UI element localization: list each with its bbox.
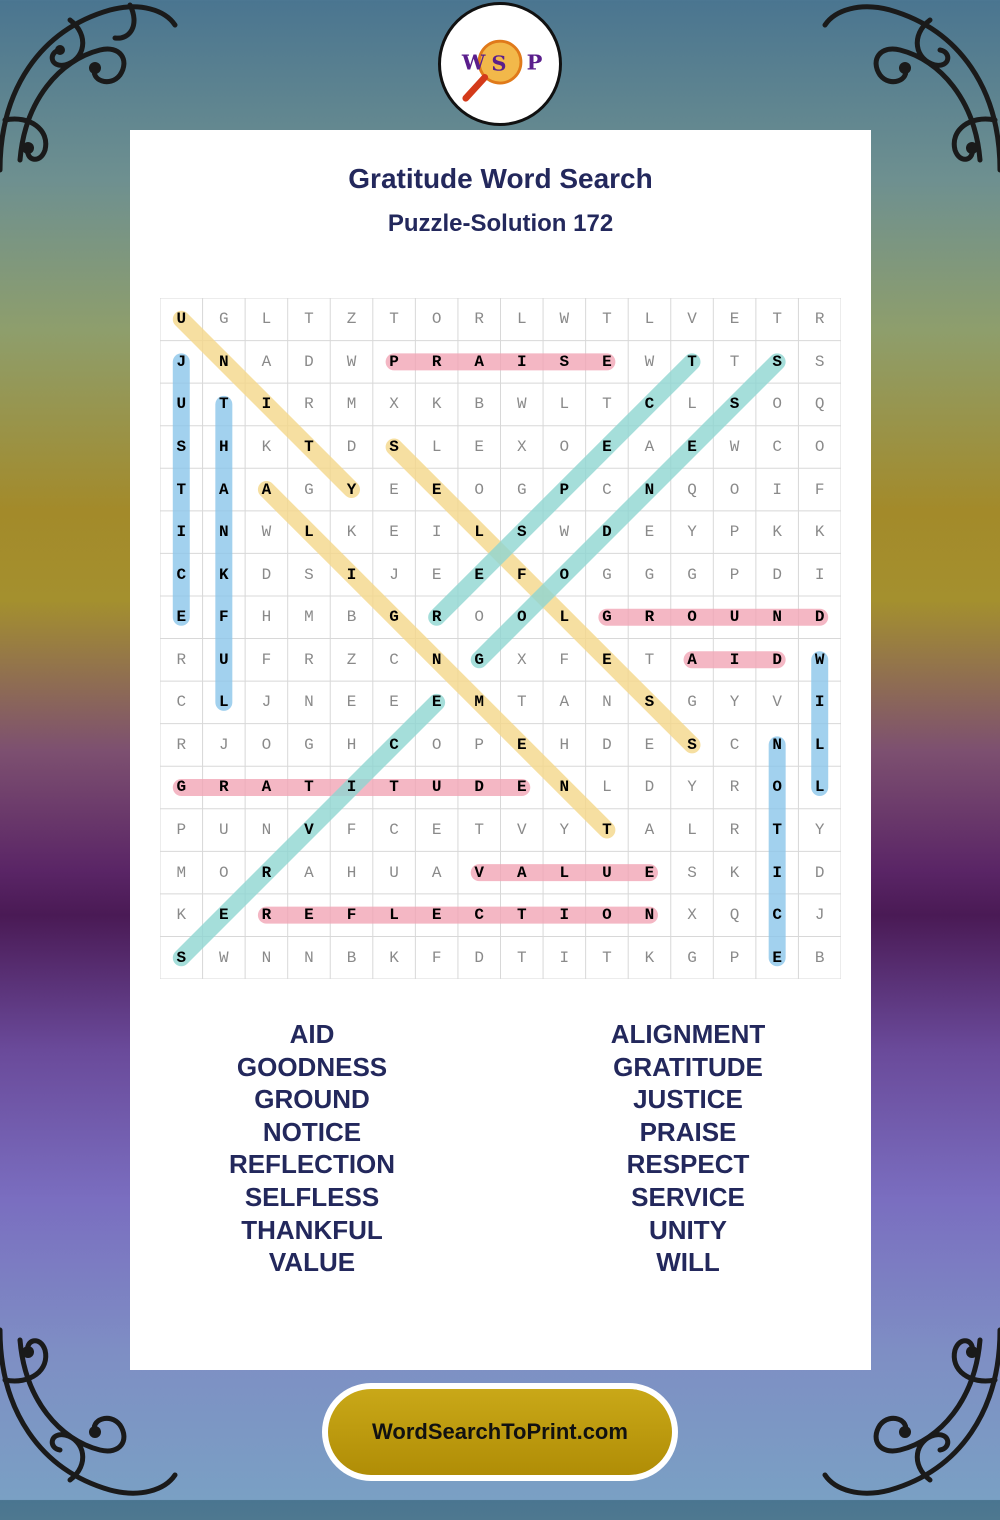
grid-cell: E	[516, 735, 527, 754]
grid-cell: P	[389, 352, 399, 371]
grid-cell: U	[219, 821, 229, 840]
grid-cell: D	[814, 608, 825, 627]
grid-cell: C	[729, 735, 740, 754]
grid-cell: D	[814, 863, 825, 882]
grid-cell: L	[602, 778, 612, 797]
grid-cell: W	[644, 352, 655, 371]
grid-cell: O	[431, 310, 442, 329]
grid-cell: C	[176, 565, 187, 584]
grid-cell: M	[346, 395, 357, 414]
grid-cell: D	[261, 565, 272, 584]
grid-cell: C	[644, 395, 655, 414]
grid-cell: S	[176, 948, 187, 967]
grid-cell: D	[474, 778, 485, 797]
grid-cell: I	[176, 523, 187, 542]
grid-cell: E	[431, 480, 442, 499]
grid-cell: S	[687, 863, 697, 882]
grid-cell: F	[516, 565, 527, 584]
word-list-right-column	[538, 1018, 838, 1279]
grid-cell: W	[814, 650, 825, 669]
word-list-item: AID	[289, 1019, 335, 1049]
grid-cell: M	[474, 693, 485, 712]
grid-cell: E	[474, 437, 485, 456]
grid-cell: N	[644, 480, 655, 499]
grid-cell: D	[772, 650, 782, 669]
grid-cell: L	[559, 608, 570, 627]
grid-cell: F	[261, 650, 272, 669]
grid-cell: E	[176, 608, 187, 627]
grid-cell: E	[431, 906, 442, 925]
grid-cell: A	[474, 352, 485, 371]
grid-cell: T	[176, 480, 187, 499]
grid-cell: K	[431, 395, 442, 414]
grid-cell: T	[389, 778, 399, 797]
grid-cell: L	[516, 310, 527, 329]
grid-cell: E	[431, 821, 442, 840]
grid-cell: E	[644, 863, 655, 882]
grid-cell: Y	[814, 821, 825, 840]
grid-cell: G	[304, 480, 314, 499]
word-list-item: JUSTICE	[633, 1084, 743, 1115]
grid-cell: A	[304, 863, 314, 882]
grid-cell: L	[814, 778, 825, 797]
grid-cell: P	[176, 821, 187, 840]
grid-cell: E	[389, 693, 399, 712]
grid-cell: S	[687, 735, 697, 754]
grid-cell: G	[219, 310, 229, 329]
grid-cell: O	[772, 395, 782, 414]
grid-cell: C	[176, 693, 187, 712]
grid-cell: K	[814, 523, 825, 542]
grid-cell: S	[644, 693, 655, 712]
grid-cell: E	[772, 948, 782, 967]
grid-cell: J	[261, 693, 272, 712]
grid-cell: L	[304, 523, 314, 542]
grid-cell: A	[687, 650, 697, 669]
grid-cell: H	[219, 437, 229, 456]
grid-cell: O	[814, 437, 825, 456]
grid-cell: E	[474, 565, 485, 584]
grid-cell: R	[176, 735, 187, 754]
grid-cell: S	[772, 352, 782, 371]
word-search-grid	[160, 298, 841, 979]
puzzle-card	[130, 130, 871, 1370]
page-title: Gratitude Word Search	[348, 163, 653, 194]
grid-cell: K	[261, 437, 272, 456]
word-list-item: SELFLESS	[244, 1181, 380, 1212]
grid-cell: O	[772, 778, 782, 797]
grid-cell: O	[559, 565, 570, 584]
grid-cell: L	[644, 310, 655, 329]
grid-cell: F	[219, 608, 229, 627]
grid-cell: W	[729, 437, 740, 456]
logo-letter-s: S	[491, 50, 507, 76]
word-list-left-column	[162, 1018, 462, 1279]
grid-cell: N	[261, 821, 272, 840]
word-list-item: PRAISE	[639, 1116, 737, 1147]
grid-cell: W	[346, 352, 357, 371]
grid-cell: K	[729, 863, 740, 882]
word-list-item: GOODNESS	[236, 1051, 388, 1082]
grid-cell: F	[559, 650, 570, 669]
grid-cell: S	[559, 352, 570, 371]
grid-cell: I	[261, 395, 272, 414]
grid-cell: T	[474, 821, 485, 840]
grid-cell: T	[516, 693, 527, 712]
grid-cell: E	[219, 906, 229, 925]
grid-cell: K	[644, 948, 655, 967]
word-list-item: GRATITUDE	[613, 1051, 763, 1082]
grid-cell: G	[176, 778, 187, 797]
grid-cell: E	[644, 523, 655, 542]
grid-cell: X	[516, 650, 527, 669]
word-list-item: REFLECTION	[228, 1149, 396, 1180]
grid-cell: J	[389, 565, 399, 584]
grid-cell: Y	[729, 693, 740, 712]
grid-cell: S	[729, 395, 740, 414]
grid-cell: N	[772, 608, 782, 627]
grid-cell: B	[814, 948, 825, 967]
word-list-item: GROUND	[254, 1084, 370, 1115]
grid-cell: E	[346, 693, 357, 712]
grid-cell: R	[219, 778, 229, 797]
grid-cell: T	[304, 310, 314, 329]
grid-cell: Z	[346, 310, 357, 329]
grid-cell: L	[219, 693, 229, 712]
grid-cell: S	[516, 523, 527, 542]
grid-cell: T	[772, 821, 782, 840]
grid-cell: G	[687, 948, 697, 967]
grid-cell: L	[687, 395, 697, 414]
grid-cell: I	[431, 523, 442, 542]
word-list-item: VALUE	[268, 1247, 356, 1278]
grid-cell: R	[431, 608, 442, 627]
grid-cell: R	[261, 863, 272, 882]
grid-cell: H	[346, 863, 357, 882]
grid-cell: G	[304, 735, 314, 754]
grid-cell: G	[644, 565, 655, 584]
grid-cell: P	[729, 948, 740, 967]
grid-cell: M	[304, 608, 314, 627]
grid-cell: T	[644, 650, 655, 669]
grid-cell: O	[687, 608, 697, 627]
grid-cell: T	[304, 437, 314, 456]
grid-cell: G	[516, 480, 527, 499]
grid-cell: N	[772, 735, 782, 754]
grid-cell: C	[772, 906, 782, 925]
grid-cell: C	[772, 437, 782, 456]
grid-cell: N	[431, 650, 442, 669]
grid-cell: N	[219, 352, 229, 371]
grid-cell: R	[729, 778, 740, 797]
grid-cell: K	[389, 948, 399, 967]
grid-cell: R	[729, 821, 740, 840]
grid-cell: T	[602, 310, 612, 329]
grid-cell: S	[304, 565, 314, 584]
grid-cell: A	[431, 863, 442, 882]
grid-cell: D	[644, 778, 655, 797]
grid-cell: B	[346, 948, 357, 967]
grid-cell: I	[772, 863, 782, 882]
grid-cell: Y	[687, 523, 697, 542]
grid-cell: E	[389, 523, 399, 542]
logo-letter-w: W	[461, 49, 486, 75]
grid-cell: A	[261, 480, 272, 499]
grid-cell: I	[559, 948, 570, 967]
grid-cell: W	[559, 523, 570, 542]
grid-cell: H	[346, 735, 357, 754]
grid-cell: O	[729, 480, 740, 499]
grid-cell: L	[261, 310, 272, 329]
grid-cell: T	[602, 821, 612, 840]
grid-cell: T	[516, 906, 527, 925]
grid-cell: W	[516, 395, 527, 414]
grid-cell: I	[346, 565, 357, 584]
grid-cell: S	[176, 437, 187, 456]
grid-cell: J	[176, 352, 187, 371]
grid-cell: U	[389, 863, 399, 882]
grid-cell: L	[687, 821, 697, 840]
word-list-item: SERVICE	[631, 1181, 745, 1212]
grid-cell: E	[304, 906, 314, 925]
grid-cell: N	[261, 948, 272, 967]
grid-cell: I	[814, 565, 825, 584]
grid-cell: D	[602, 735, 612, 754]
grid-cell: Q	[814, 395, 825, 414]
grid-cell: O	[431, 735, 442, 754]
grid-cell: K	[219, 565, 229, 584]
grid-cell: B	[346, 608, 357, 627]
grid-cell: W	[219, 948, 229, 967]
site-link[interactable]: WordSearchToPrint.com	[328, 1389, 672, 1475]
grid-cell: A	[559, 693, 570, 712]
grid-cell: U	[431, 778, 442, 797]
grid-cell: L	[559, 395, 570, 414]
site-logo[interactable]	[438, 2, 562, 126]
word-list-item: ALIGNMENT	[610, 1019, 766, 1049]
site-link-badge[interactable]	[322, 1383, 678, 1481]
grid-cell: T	[602, 395, 612, 414]
word-list-item: THANKFUL	[241, 1214, 383, 1245]
grid-cell: T	[219, 395, 229, 414]
grid-cell: U	[729, 608, 740, 627]
grid-cell: C	[389, 735, 399, 754]
grid-cell: X	[687, 906, 697, 925]
grid-cell: A	[261, 352, 272, 371]
grid-cell: U	[176, 310, 187, 329]
grid-cell: V	[304, 821, 314, 840]
grid-cell: C	[389, 821, 399, 840]
grid-cell: E	[644, 735, 655, 754]
grid-cell: A	[644, 821, 655, 840]
grid-cell: R	[176, 650, 187, 669]
grid-cell: A	[219, 480, 229, 499]
grid-cell: D	[304, 352, 314, 371]
grid-cell: R	[304, 650, 314, 669]
grid-cell: E	[602, 352, 612, 371]
grid-cell: E	[602, 650, 612, 669]
grid-cell: I	[346, 778, 357, 797]
grid-cell: R	[814, 310, 825, 329]
grid-cell: G	[687, 693, 697, 712]
grid-cell: N	[304, 693, 314, 712]
grid-cell: T	[516, 948, 527, 967]
grid-cell: A	[644, 437, 655, 456]
grid-cell: E	[687, 437, 697, 456]
grid-cell: P	[729, 565, 740, 584]
grid-cell: D	[602, 523, 612, 542]
grid-cell: S	[814, 352, 825, 371]
logo-letter-p: P	[526, 49, 543, 75]
grid-cell: U	[176, 395, 187, 414]
grid-cell: N	[559, 778, 570, 797]
grid-cell: I	[772, 480, 782, 499]
grid-cell: E	[729, 310, 740, 329]
grid-cell: T	[304, 778, 314, 797]
grid-cell: P	[559, 480, 570, 499]
grid-cell: E	[431, 693, 442, 712]
grid-cell: O	[474, 608, 485, 627]
grid-cell: O	[474, 480, 485, 499]
grid-cell: T	[602, 948, 612, 967]
grid-cell: C	[474, 906, 485, 925]
grid-cell: V	[772, 693, 782, 712]
grid-cell: D	[474, 948, 485, 967]
grid-cell: F	[814, 480, 825, 499]
grid-cell: E	[389, 480, 399, 499]
grid-cell: N	[219, 523, 229, 542]
grid-cell: K	[772, 523, 782, 542]
grid-cell: N	[602, 693, 612, 712]
grid-cell: T	[389, 310, 399, 329]
grid-cell: M	[176, 863, 187, 882]
grid-cell: Q	[687, 480, 697, 499]
grid-cell: K	[176, 906, 187, 925]
grid-cell: G	[602, 565, 612, 584]
grid-cell: T	[772, 310, 782, 329]
grid-cell: L	[474, 523, 485, 542]
grid-cell: W	[261, 523, 272, 542]
page-subtitle: Puzzle-Solution 172	[387, 210, 614, 237]
grid-cell: S	[389, 437, 399, 456]
grid-cell: R	[304, 395, 314, 414]
grid-cell: U	[219, 650, 229, 669]
grid-cell: C	[602, 480, 612, 499]
grid-cell: F	[346, 821, 357, 840]
grid-cell: F	[346, 906, 357, 925]
grid-cell: A	[516, 863, 527, 882]
grid-cell: I	[516, 352, 527, 371]
grid-cell: V	[516, 821, 527, 840]
word-list-item: UNITY	[649, 1214, 727, 1245]
grid-cell: O	[516, 608, 527, 627]
grid-cell: A	[261, 778, 272, 797]
grid-cell: G	[687, 565, 697, 584]
grid-cell: P	[729, 523, 740, 542]
grid-cell: R	[474, 310, 485, 329]
grid-cell: R	[644, 608, 655, 627]
grid-cell: T	[729, 352, 740, 371]
grid-cell: L	[389, 906, 399, 925]
grid-cell: T	[687, 352, 697, 371]
grid-cell: Y	[346, 480, 357, 499]
grid-cell: Y	[559, 821, 570, 840]
grid-cell: L	[559, 863, 570, 882]
grid-cell: U	[602, 863, 612, 882]
grid-cell: N	[304, 948, 314, 967]
grid-cell: V	[687, 310, 697, 329]
grid-cell: V	[474, 863, 485, 882]
grid-cell: L	[814, 735, 825, 754]
grid-cell: G	[602, 608, 612, 627]
grid-cell: R	[261, 906, 272, 925]
grid-cell: E	[516, 778, 527, 797]
grid-cell: J	[814, 906, 825, 925]
grid-cell: W	[559, 310, 570, 329]
grid-cell: X	[516, 437, 527, 456]
grid-cell: H	[261, 608, 272, 627]
grid-cell: O	[559, 437, 570, 456]
grid-cell: N	[644, 906, 655, 925]
word-list-item: WILL	[656, 1247, 720, 1278]
grid-cell: D	[346, 437, 357, 456]
grid-cell: E	[602, 437, 612, 456]
grid-cell: Z	[346, 650, 357, 669]
grid-cell: Y	[687, 778, 697, 797]
word-list-item: NOTICE	[262, 1116, 362, 1147]
grid-cell: I	[729, 650, 740, 669]
grid-cell: E	[431, 565, 442, 584]
grid-cell: J	[219, 735, 229, 754]
grid-cell: L	[431, 437, 442, 456]
grid-cell: O	[261, 735, 272, 754]
grid-cell: C	[389, 650, 399, 669]
grid-cell: R	[431, 352, 442, 371]
grid-cell: I	[559, 906, 570, 925]
grid-cell: K	[346, 523, 357, 542]
word-list-item: RESPECT	[626, 1149, 750, 1180]
grid-cell: G	[389, 608, 399, 627]
grid-cell: D	[772, 565, 782, 584]
grid-cell: B	[474, 395, 485, 414]
grid-cell: G	[474, 650, 485, 669]
grid-cell: O	[219, 863, 229, 882]
grid-cell: Q	[729, 906, 740, 925]
grid-cell: I	[814, 693, 825, 712]
grid-cell: O	[602, 906, 612, 925]
grid-cell: P	[474, 735, 485, 754]
grid-cell: F	[431, 948, 442, 967]
grid-cell: X	[389, 395, 399, 414]
grid-cell: H	[559, 735, 570, 754]
